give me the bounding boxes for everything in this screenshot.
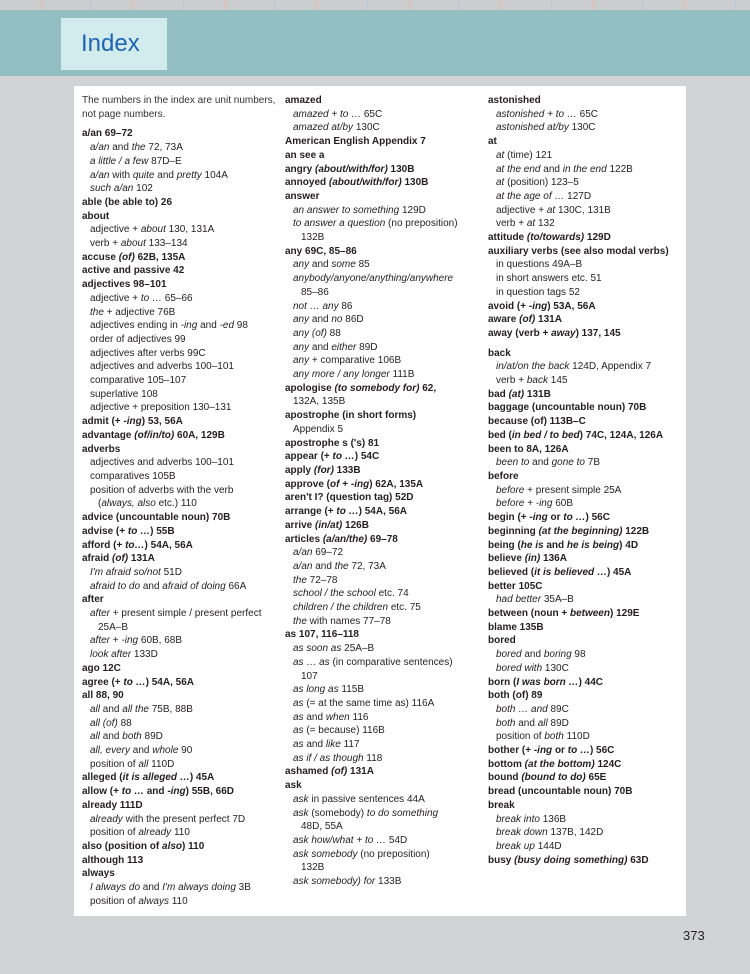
index-subentry: position of adverbs with the verb bbox=[90, 484, 234, 496]
index-subentry: verb + back 145 bbox=[496, 375, 568, 387]
index-subentry: break down 137B, 142D bbox=[496, 827, 604, 839]
index-subentry: any and no 86D bbox=[293, 314, 364, 326]
index-entry: begin (+ -ing or to …) 56C bbox=[488, 512, 610, 524]
index-entry: American English Appendix 7 bbox=[285, 136, 426, 148]
index-subentry: a/an and the 72, 73A bbox=[90, 142, 183, 154]
index-subentry: 132B bbox=[301, 862, 325, 874]
index-entry: appear (+ to …) 54C bbox=[285, 451, 380, 463]
index-entry: answer bbox=[285, 190, 320, 202]
index-subentry: not … any 86 bbox=[293, 300, 353, 312]
index-subentry: adjective + to … 65–66 bbox=[90, 292, 193, 304]
index-subentry: all, every and whole 90 bbox=[90, 745, 193, 757]
index-entry: beginning (at the beginning) 122B bbox=[488, 525, 650, 537]
index-column-1 bbox=[82, 94, 282, 908]
index-subentry: at the end and in the end 122B bbox=[496, 163, 633, 175]
index-subentry: at the age of … 127D bbox=[496, 190, 592, 202]
index-entry: before bbox=[488, 470, 519, 482]
index-entry: apostrophe (in short forms) bbox=[285, 410, 417, 422]
index-entry: astonished bbox=[488, 95, 541, 106]
index-subentry: 132B bbox=[301, 232, 325, 244]
index-subentry: in short answers etc. 51 bbox=[496, 273, 602, 285]
index-subentry: a/an 69–72 bbox=[293, 547, 344, 559]
index-subentry: 85–86 bbox=[301, 286, 329, 298]
index-subentry: any (of) 88 bbox=[293, 327, 341, 339]
index-entry: adverbs bbox=[82, 443, 121, 455]
index-subentry: ask how/what + to … 54D bbox=[293, 834, 408, 846]
index-subentry: adjectives after verbs 99C bbox=[90, 347, 206, 359]
index-entry: admit (+ -ing) 53, 56A bbox=[82, 416, 183, 428]
index-subentry: any + comparative 106B bbox=[293, 355, 402, 367]
index-entry: any 69C, 85–86 bbox=[285, 245, 357, 257]
index-entry: afraid (of) 131A bbox=[82, 553, 155, 565]
index-subentry: verb + about 133–134 bbox=[90, 238, 188, 250]
index-subentry: all and all the 75B, 88B bbox=[90, 703, 193, 715]
index-subentry: before + -ing 60B bbox=[496, 498, 574, 510]
index-subentry: position of already 110 bbox=[90, 827, 190, 839]
index-subentry: a/an and the 72, 73A bbox=[293, 560, 386, 572]
index-subentry: adjectives and adverbs 100–101 bbox=[90, 457, 234, 469]
index-subentry: such a/an 102 bbox=[90, 183, 153, 195]
index-entry: busy (busy doing something) 63D bbox=[488, 854, 649, 866]
index-subentry: the 72–78 bbox=[293, 574, 338, 586]
index-subentry: at (time) 121 bbox=[496, 149, 553, 161]
index-entry: all 88, 90 bbox=[82, 690, 124, 702]
index-entry: apostrophe s ('s) 81 bbox=[285, 437, 380, 449]
index-entry: ago 12C bbox=[82, 662, 121, 674]
index-subentry: school / the school etc. 74 bbox=[293, 588, 409, 600]
index-subentry: 107 bbox=[301, 670, 318, 682]
index-subentry: all and both 89D bbox=[90, 731, 163, 743]
index-subentry: ask (somebody) to do something bbox=[293, 807, 439, 819]
index-entry: angry (about/with/for) 130B bbox=[285, 163, 415, 175]
index-subentry: break into 136B bbox=[496, 813, 567, 825]
index-subentry: ask somebody) for 133B bbox=[293, 876, 402, 888]
index-entry: between (noun + between) 129E bbox=[488, 608, 640, 620]
index-subentry: in/at/on the back 124D, Appendix 7 bbox=[496, 361, 652, 373]
index-entry: bad (at) 131B bbox=[488, 388, 551, 400]
index-subentry: bored and boring 98 bbox=[496, 649, 586, 661]
title-box bbox=[61, 18, 167, 70]
index-entry: an see a bbox=[285, 149, 325, 161]
index-column-2 bbox=[285, 94, 485, 889]
index-subentry: adjective + preposition 130–131 bbox=[90, 402, 232, 414]
index-subentry: adjective + at 130C, 131B bbox=[496, 204, 611, 216]
index-subentry: position of both 110D bbox=[496, 731, 590, 743]
index-entry: amazed bbox=[285, 95, 322, 106]
index-entry: always bbox=[82, 868, 115, 880]
index-entry: blame 135B bbox=[488, 621, 544, 633]
index-subentry: ask somebody (no preposition) bbox=[293, 848, 430, 860]
index-entry: bread (uncountable noun) 70B bbox=[488, 786, 633, 798]
index-subentry: a/an with quite and pretty 104A bbox=[90, 169, 228, 181]
index-subentry: a little / a few 87D–E bbox=[90, 155, 182, 167]
index-subentry: after + present simple / present perfect bbox=[90, 608, 262, 620]
index-entry: arrange (+ to …) 54A, 56A bbox=[285, 506, 407, 518]
index-subentry: as (= at the same time as) 116A bbox=[293, 697, 435, 709]
index-entry: baggage (uncountable noun) 70B bbox=[488, 402, 647, 414]
index-entry: approve (of + -ing) 62A, 135A bbox=[285, 478, 424, 490]
index-entry: attitude (to/towards) 129D bbox=[488, 232, 611, 244]
index-subentry: both and all 89D bbox=[496, 717, 569, 729]
index-subentry: the + adjective 76B bbox=[90, 306, 176, 318]
index-entry: arrive (in/at) 126B bbox=[285, 519, 369, 531]
index-entry: born (I was born …) 44C bbox=[488, 676, 604, 688]
index-entry: advantage (of/in/to) 60A, 129B bbox=[82, 429, 225, 441]
index-subentry: been to and gone to 7B bbox=[496, 457, 601, 469]
index-subentry: afraid to do and afraid of doing 66A bbox=[90, 580, 247, 592]
index-entry: believed (it is believed …) 45A bbox=[488, 566, 632, 578]
index-entry: both (of) 89 bbox=[488, 690, 543, 702]
index-entry: bottom (at the bottom) 124C bbox=[488, 758, 622, 770]
index-entry: apply (for) 133B bbox=[285, 464, 361, 476]
index-entry: auxiliary verbs (see also modal verbs) bbox=[488, 245, 669, 257]
index-subentry: as (= because) 116B bbox=[293, 725, 385, 737]
index-entry: articles (a/an/the) 69–78 bbox=[285, 533, 398, 545]
page-number: 373 bbox=[683, 928, 705, 943]
index-subentry: amazed + to … 65C bbox=[293, 108, 383, 120]
index-entry: afford (+ to…) 54A, 56A bbox=[82, 539, 193, 551]
index-entry: about bbox=[82, 210, 110, 222]
index-subentry: Appendix 5 bbox=[293, 423, 344, 435]
index-entry: advice (uncountable noun) 70B bbox=[82, 512, 231, 524]
index-subentry: 48D, 55A bbox=[301, 821, 343, 833]
index-subentry: as if / as though 118 bbox=[293, 752, 383, 764]
index-entry: although 113 bbox=[82, 854, 144, 866]
index-entry: accuse (of) 62B, 135A bbox=[82, 251, 186, 263]
index-entry: because (of) 113B–C bbox=[488, 416, 586, 428]
index-subentry: as and like 117 bbox=[293, 739, 360, 751]
page-title: Index bbox=[81, 30, 140, 57]
index-entry: ashamed (of) 131A bbox=[285, 766, 374, 778]
index-subentry: (always, also etc.) 110 bbox=[98, 498, 197, 510]
index-subentry: after + -ing 60B, 68B bbox=[90, 635, 183, 647]
index-subentry: verb + at 132 bbox=[496, 218, 555, 230]
index-entry: believe (in) 136A bbox=[488, 553, 567, 565]
index-entry: allow (+ to … and -ing) 55B, 66D bbox=[82, 786, 234, 798]
index-entry: annoyed (about/with/for) 130B bbox=[285, 177, 429, 189]
index-entry: back bbox=[488, 347, 511, 359]
index-entry: active and passive 42 bbox=[82, 265, 185, 277]
index-entry: already 111D bbox=[82, 799, 143, 811]
index-subentry: at (position) 123–5 bbox=[496, 177, 579, 189]
index-entry: at bbox=[488, 136, 497, 148]
index-subentry: already with the present perfect 7D bbox=[90, 813, 246, 825]
index-subentry: in question tags 52 bbox=[496, 286, 580, 298]
index-subentry: bored with 130C bbox=[496, 662, 569, 674]
index-subentry: any more / any longer 111B bbox=[293, 369, 415, 381]
index-subentry: astonished at/by 130C bbox=[496, 122, 596, 134]
index-subentry: comparative 105–107 bbox=[90, 375, 187, 387]
top-decorative-strip bbox=[0, 0, 750, 10]
index-subentry: as and when 116 bbox=[293, 711, 369, 723]
index-subentry: anybody/anyone/anything/anywhere bbox=[293, 273, 454, 285]
index-subentry: before + present simple 25A bbox=[496, 484, 622, 496]
index-entry: aren't I? (question tag) 52D bbox=[285, 492, 414, 504]
index-entry: avoid (+ -ing) 53A, 56A bbox=[488, 300, 596, 312]
index-subentry: adjectives ending in -ing and -ed 98 bbox=[90, 320, 248, 332]
index-panel bbox=[74, 86, 686, 916]
index-subentry: children / the children etc. 75 bbox=[293, 602, 421, 614]
index-subentry: superlative 108 bbox=[90, 388, 158, 400]
index-entry: better 105C bbox=[488, 580, 543, 592]
index-subentry: any and either 89D bbox=[293, 341, 378, 353]
index-subentry: in questions 49A–B bbox=[496, 259, 583, 271]
index-entry: as 107, 116–118 bbox=[285, 629, 359, 641]
index-subentry: adjective + about 130, 131A bbox=[90, 224, 215, 236]
index-subentry: position of all 110D bbox=[90, 758, 175, 770]
index-subentry: break up 144D bbox=[496, 840, 562, 852]
index-subentry: an answer to something 129D bbox=[293, 204, 426, 216]
index-subentry: all (of) 88 bbox=[90, 717, 132, 729]
index-entry: break bbox=[488, 799, 515, 811]
index-subentry: 132A, 135B bbox=[293, 396, 346, 408]
index-entry: ask bbox=[285, 780, 302, 792]
index-subentry: I always do and I'm always doing 3B bbox=[90, 882, 251, 894]
index-subentry: position of always 110 bbox=[90, 895, 188, 907]
index-subentry: any and some 85 bbox=[293, 259, 370, 271]
index-entry: also (position of also) 110 bbox=[82, 840, 205, 852]
index-subentry: had better 35A–B bbox=[496, 594, 574, 606]
index-entry: apologise (to somebody for) 62, bbox=[285, 382, 437, 394]
index-subentry: look after 133D bbox=[90, 649, 158, 661]
index-entry: agree (+ to …) 54A, 56A bbox=[82, 676, 194, 688]
index-subentry: to answer a question (no preposition) bbox=[293, 218, 458, 230]
index-subentry: astonished + to … 65C bbox=[496, 108, 599, 120]
index-entry: bound (bound to do) 65E bbox=[488, 772, 607, 784]
index-entry: being (he is and he is being) 4D bbox=[488, 539, 639, 551]
index-entry: away (verb + away) 137, 145 bbox=[488, 327, 621, 339]
index-entry: bored bbox=[488, 635, 516, 647]
index-column-3 bbox=[488, 94, 688, 867]
index-intro-note: The numbers in the index are unit numbers, not page numbers. bbox=[82, 95, 276, 120]
index-subentry: 25A–B bbox=[98, 621, 129, 633]
index-subentry: as … as (in comparative sentences) bbox=[293, 656, 453, 668]
index-entry: advise (+ to …) 55B bbox=[82, 525, 175, 537]
index-subentry: the with names 77–78 bbox=[293, 615, 391, 627]
index-subentry: as soon as 25A–B bbox=[293, 643, 375, 655]
index-subentry: comparatives 105B bbox=[90, 470, 176, 482]
index-subentry: as long as 115B bbox=[293, 684, 364, 696]
index-subentry: adjectives and adverbs 100–101 bbox=[90, 361, 234, 373]
index-entry: aware (of) 131A bbox=[488, 314, 562, 326]
index-subentry: both … and 89C bbox=[496, 703, 569, 715]
index-entry: after bbox=[82, 594, 104, 606]
index-entry: alleged (it is alleged …) 45A bbox=[82, 772, 215, 784]
index-entry: adjectives 98–101 bbox=[82, 279, 167, 291]
index-subentry: order of adjectives 99 bbox=[90, 333, 186, 345]
index-entry: bed (in bed / to bed) 74C, 124A, 126A bbox=[488, 429, 664, 441]
index-entry: a/an 69–72 bbox=[82, 128, 133, 140]
index-subentry: I'm afraid so/not 51D bbox=[90, 566, 182, 578]
index-entry: been to 8A, 126A bbox=[488, 443, 569, 455]
index-entry: bother (+ -ing or to …) 56C bbox=[488, 745, 615, 757]
index-entry: able (be able to) 26 bbox=[82, 196, 173, 208]
index-subentry: ask in passive sentences 44A bbox=[293, 793, 425, 805]
index-subentry: amazed at/by 130C bbox=[293, 122, 380, 134]
